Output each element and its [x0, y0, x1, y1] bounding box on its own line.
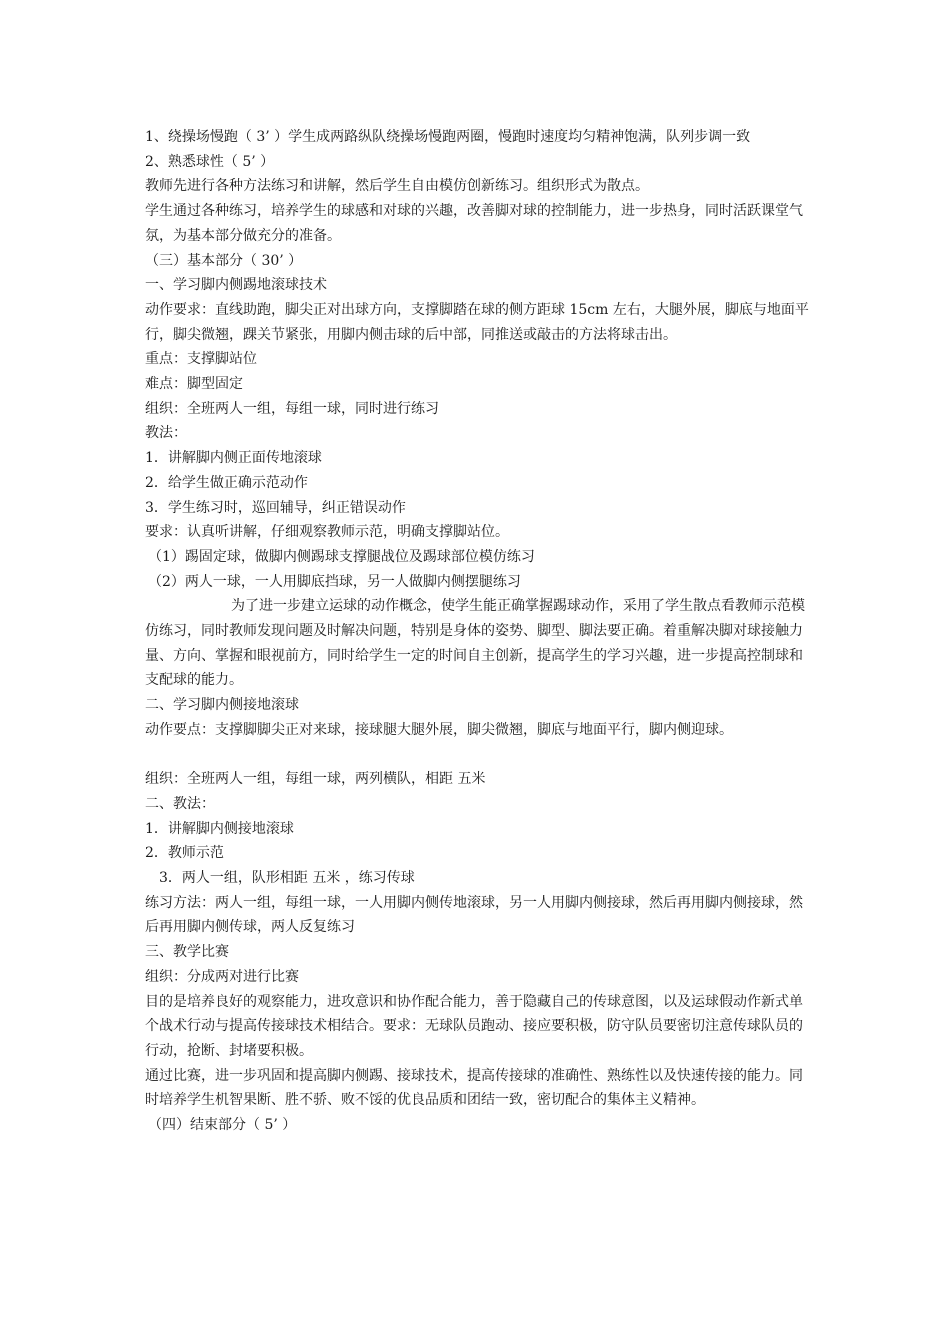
section-basic-heading: （三）基本部分（ 30’ ） — [145, 252, 303, 269]
document-body — [145, 125, 810, 1138]
kick-method-2: 2．给学生做正确示范动作 — [145, 474, 308, 491]
receive-organization: 组织：全班两人一组，每组一球，两列横队，相距 五米 — [145, 771, 486, 788]
line-teacher-demo: 教师先进行各种方法练习和讲解，然后学生自由模仿创新练习。组织形式为散点。 — [145, 178, 649, 195]
kick-explanation: 为了进一步建立运球的动作概念，使学生能正确掌握踢球动作，采用了学生散点看教师示范模仿练习，同时教师发现问题及时解决问题，特别是身体的姿势、脚型、脚法要正确。着重解决脚对球接触力量、方向、掌握和眼视前方，同时给学生一定的时间自主创新，提高学生的学习兴趣，进一步提高控制球和支配球的能力。 — [145, 598, 805, 689]
topic-kick-heading: 一、学习脚内侧踢地滚球技术 — [145, 277, 327, 294]
line-student-practice: 学生通过各种练习，培养学生的球感和对球的兴趣，改善脚对球的控制能力，进一步热身，同时活跃课堂气氛，为基本部分做充分的准备。 — [145, 203, 803, 244]
kick-drill-1: （1）踢固定球，做脚内侧踢球支撑腿战位及踢球部位模仿练习 — [148, 548, 535, 565]
kick-method-3: 3．学生练习时，巡回辅导，纠正错误动作 — [145, 499, 406, 516]
kick-requirement-note: 要求：认真听讲解，仔细观察教师示范，明确支撑脚站位。 — [145, 524, 509, 541]
match-outcome: 通过比赛，进一步巩固和提高脚内侧踢、接球技术，提高传接球的准确性、熟练性以及快速传接的能力。同时培养学生机智果断、胜不骄、败不馁的优良品质和团结一致，密切配合的集体主义精神。 — [145, 1067, 803, 1109]
receive-method-1: 1．讲解脚内侧接地滚球 — [145, 820, 294, 837]
kick-method-1: 1．讲解脚内侧正面传地滚球 — [145, 450, 322, 467]
kick-key-point: 重点：支撑脚站位 — [145, 351, 257, 368]
topic-match-heading: 三、教学比赛 — [145, 944, 229, 961]
receive-practice-method: 练习方法：两人一组，每组一球，一人用脚内侧传地滚球，另一人用脚内侧接球，然后再用脚内侧接球，然后再用脚内侧传球，两人反复练习 — [145, 894, 803, 936]
blank-line — [145, 743, 810, 768]
kick-difficulty: 难点：脚型固定 — [145, 376, 243, 393]
receive-method-3: 3．两人一组，队形相距 五米 ，练习传球 — [159, 870, 415, 887]
line-warmup-jog: 1、绕操场慢跑（ 3’ ）学生成两路纵队绕操场慢跑两圈，慢跑时速度均匀精神饱满，队列步调一致 — [145, 129, 751, 145]
receive-key-points: 动作要点：支撑脚脚尖正对来球，接球腿大腿外展，脚尖微翘，脚底与地面平行，脚内侧迎球。 — [145, 721, 733, 738]
kick-drill-2: （2）两人一球，一人用脚底挡球，另一人做脚内侧摆腿练习 — [148, 573, 521, 590]
match-organization: 组织：分成两对进行比赛 — [145, 968, 299, 985]
kick-organization: 组织：全班两人一组，每组一球，同时进行练习 — [145, 400, 439, 417]
section-closing-heading: （四）结束部分（ 5’ ） — [148, 1117, 297, 1134]
receive-methods-heading: 二、教法： — [145, 795, 215, 812]
kick-requirements: 动作要求：直线助跑，脚尖正对出球方向，支撑脚踏在球的侧方距球 15cm 左右，大腿外展，脚底与地面平行，脚尖微翘，踝关节紧张，用脚内侧击球的后中部，同推送或敲击的方法将球击出。 — [145, 301, 809, 343]
line-ball-feel-heading: 2、熟悉球性（ 5’ ） — [145, 153, 275, 170]
topic-receive-heading: 二、学习脚内侧接地滚球 — [145, 697, 299, 714]
kick-methods-heading: 教法： — [145, 425, 187, 442]
match-purpose: 目的是培养良好的观察能力，进攻意识和协作配合能力，善于隐藏自己的传球意图，以及运球假动作新式单个战术行动与提高传接球技术相结合。要求：无球队员跑动、接应要积极，防守队员要密切注意传球队员的行动，抢断、封堵要积极。 — [145, 993, 803, 1059]
receive-method-2: 2．教师示范 — [145, 845, 224, 862]
